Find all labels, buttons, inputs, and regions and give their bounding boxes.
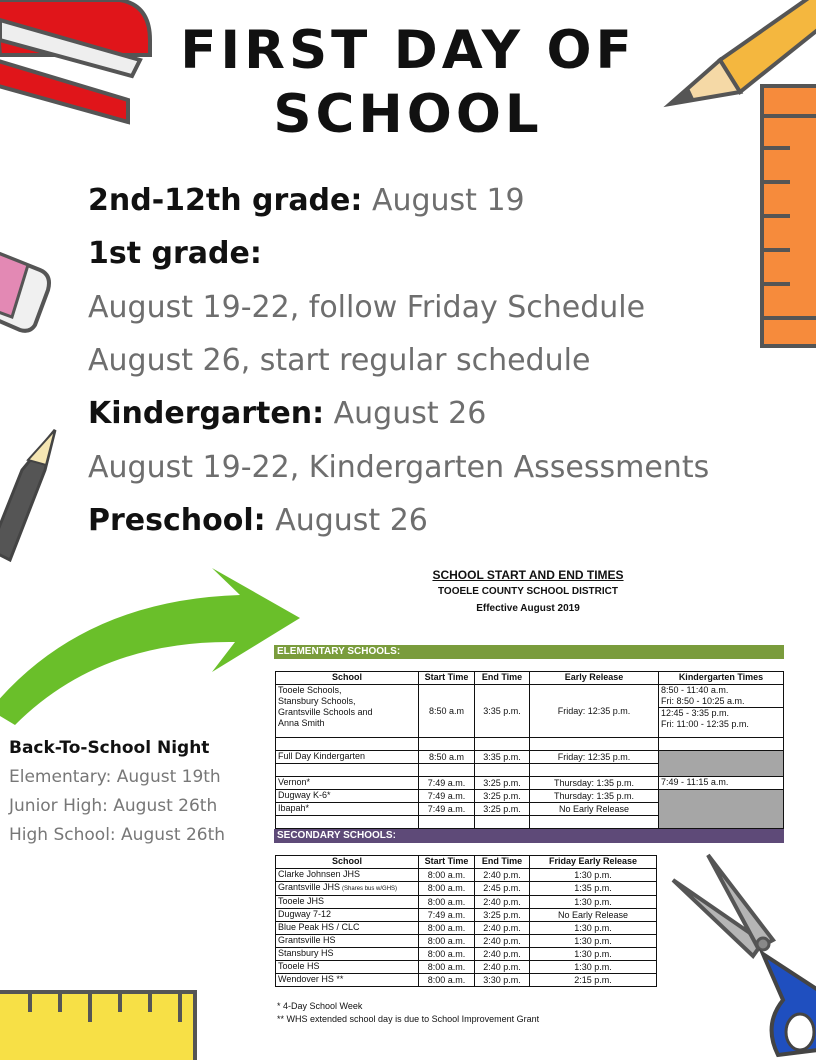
kindergarten-time: 8:50 - 11:40 a.m. [661, 685, 729, 695]
dates-preschool-value: August 26 [275, 503, 428, 538]
marker-icon [0, 425, 65, 565]
dates-grades-2-12-label: 2nd-12th grade: [88, 183, 363, 218]
table-cell: 8:50 a.m [419, 685, 475, 738]
schedule-district: TOOELE COUNTY SCHOOL DISTRICT [437, 586, 618, 597]
bus-share-note: (Shares bus w/GHS) [342, 886, 398, 892]
table-cell-text: 8:00 a.m. [427, 961, 466, 972]
table-row [276, 790, 784, 803]
back-to-school-high-school: High School: August 26th [9, 825, 226, 845]
table-cell [659, 738, 784, 751]
table-cell: Thursday: 1:35 p.m. [530, 790, 659, 803]
back-to-school-heading: Back-To-School Night [9, 738, 210, 758]
table-cell [475, 869, 530, 882]
table-cell [419, 738, 475, 751]
table-cell [419, 869, 475, 882]
kindergarten-time: Fri: 11:00 - 12:35 p.m. [661, 719, 749, 729]
table-cell [419, 948, 475, 961]
table-cell [276, 816, 419, 829]
table-cell [475, 948, 530, 961]
table-cell: 7:49 a.m. [419, 803, 475, 816]
table-cell [419, 896, 475, 909]
table-cell: 3:25 p.m. [475, 803, 530, 816]
table-cell [475, 738, 530, 751]
table-cell-text: Tooele HS [278, 961, 320, 971]
page-title-line-1: FIRST DAY OF [180, 20, 636, 81]
table-header: Kindergarten Times [659, 672, 784, 685]
table-cell [530, 882, 657, 896]
table-cell-text: 2:40 p.m. [483, 961, 521, 972]
table-row [276, 751, 784, 764]
dates-kindergarten-line: August 19-22, Kindergarten Assessments [88, 450, 710, 485]
table-cell [475, 961, 530, 974]
elementary-table [275, 671, 784, 829]
table-cell [475, 896, 530, 909]
dates-grades-2-12 [88, 183, 525, 219]
table-cell: 3:35 p.m. [475, 685, 530, 738]
table-cell [276, 685, 419, 738]
table-cell-text: 8:00 a.m. [427, 869, 466, 880]
table-cell [419, 935, 475, 948]
table-row [276, 909, 657, 922]
table-cell [530, 869, 657, 882]
table-header: End Time [475, 672, 530, 685]
table-cell-text: 3:25 p.m. [483, 909, 521, 920]
schedule-title: SCHOOL START AND END TIMES [432, 568, 624, 582]
elem-main-school-line: Grantsville Schools and [278, 707, 373, 717]
elem-main-school-line: Anna Smith [278, 718, 325, 728]
table-cell [659, 751, 784, 777]
table-cell-text: 2:15 p.m. [574, 974, 612, 985]
table-cell [475, 935, 530, 948]
dates-grade-1-label: 1st grade: [88, 236, 262, 271]
table-cell: 3:25 p.m. [475, 777, 530, 790]
dates-grade-1-line-1: August 19-22, follow Friday Schedule [88, 290, 646, 325]
table-cell [475, 974, 530, 987]
elem-main-school-line: Stansbury Schools, [278, 696, 356, 706]
dates-kindergarten-label: Kindergarten: [88, 396, 325, 431]
table-cell [276, 764, 419, 777]
table-row [276, 882, 657, 896]
table-cell [419, 816, 475, 829]
table-cell [530, 948, 657, 961]
table-header: School [276, 672, 419, 685]
dates-kindergarten [88, 396, 486, 432]
table-cell: Ibapah* [276, 803, 419, 816]
arrow-icon [0, 560, 305, 720]
kindergarten-time: Fri: 8:50 - 10:25 a.m. [659, 696, 783, 708]
table-cell-text: 1:30 p.m. [574, 896, 612, 907]
table-cell [419, 974, 475, 987]
dates-grade-1-line-2: August 26, start regular schedule [88, 343, 591, 378]
table-cell-text: 8:00 a.m. [427, 948, 466, 959]
table-cell [276, 961, 419, 974]
table-cell-text: Dugway 7-12 [278, 909, 332, 919]
table-cell [530, 738, 659, 751]
table-cell [475, 882, 530, 896]
table-cell [475, 922, 530, 935]
page-title-line-2: SCHOOL [273, 84, 543, 145]
table-cell-text: 1:30 p.m. [574, 922, 612, 933]
table-cell [530, 922, 657, 935]
table-cell: 3:35 p.m. [475, 751, 530, 764]
dates-grades-2-12-value: August 19 [371, 183, 525, 218]
table-cell-text: Wendover HS ** [278, 974, 344, 984]
table-cell [475, 816, 530, 829]
table-cell [530, 974, 657, 987]
table-cell [276, 909, 419, 922]
table-cell [419, 909, 475, 922]
table-cell-text: 8:00 a.m. [427, 922, 466, 933]
dates-preschool-label: Preschool: [88, 503, 266, 538]
table-cell-text: 1:30 p.m. [574, 948, 612, 959]
table-cell [276, 935, 419, 948]
table-cell [419, 961, 475, 974]
table-cell [419, 764, 475, 777]
table-cell: Full Day Kindergarten [276, 751, 419, 764]
eraser-icon [0, 245, 60, 340]
table-cell-text: 8:00 a.m. [427, 935, 466, 946]
table-row [276, 974, 657, 987]
table-cell-text: 2:40 p.m. [483, 922, 521, 933]
table-cell: 3:25 p.m. [475, 790, 530, 803]
table-cell: 7:49 - 11:15 a.m. [659, 777, 784, 790]
elementary-header-row [276, 672, 784, 685]
table-cell [419, 882, 475, 896]
table-cell-text: 1:35 p.m. [574, 883, 612, 893]
table-cell [530, 909, 657, 922]
dates-preschool [88, 503, 428, 539]
kindergarten-time: 12:45 - 3:35 p.m. [661, 708, 730, 718]
dates-grade-1 [88, 236, 262, 272]
table-cell [276, 882, 419, 896]
table-cell-text: 2:40 p.m. [483, 948, 521, 959]
table-cell-text: 8:00 a.m. [427, 883, 466, 893]
table-row [276, 948, 657, 961]
table-cell [530, 896, 657, 909]
table-cell [659, 685, 784, 738]
table-row [276, 922, 657, 935]
table-cell [276, 922, 419, 935]
table-cell-text: Stansbury HS [278, 948, 334, 958]
table-cell-text: Clarke Johnsen JHS [278, 869, 361, 879]
table-cell-text: 7:49 a.m. [427, 909, 466, 920]
table-cell-text: 2:40 p.m. [483, 896, 521, 907]
table-cell [276, 896, 419, 909]
back-to-school-junior-high: Junior High: August 26th [9, 796, 218, 816]
table-cell [530, 764, 659, 777]
table-cell [530, 935, 657, 948]
footnote-4-day-week: * 4-Day School Week [277, 1001, 363, 1011]
table-cell [276, 974, 419, 987]
table-cell: Dugway K-6* [276, 790, 419, 803]
secondary-header-row [276, 856, 657, 869]
table-cell-text: 2:45 p.m. [483, 883, 521, 893]
table-row [276, 961, 657, 974]
footnote-improvement-grant: ** WHS extended school day is due to School Improvement Grant [277, 1014, 540, 1024]
table-header: End Time [475, 856, 530, 869]
table-cell-text: 2:40 p.m. [483, 935, 521, 946]
table-cell [419, 922, 475, 935]
table-cell: 7:49 a.m. [419, 777, 475, 790]
table-row [276, 896, 657, 909]
ruler-bottom-icon [0, 990, 200, 1060]
table-row [276, 777, 784, 790]
elementary-band: ELEMENTARY SCHOOLS: [274, 645, 784, 659]
table-cell: Thursday: 1:35 p.m. [530, 777, 659, 790]
elem-main-school-line: Tooele Schools, [278, 685, 342, 695]
table-cell: Vernon* [276, 777, 419, 790]
table-header: Early Release [530, 672, 659, 685]
table-cell-text: No Early Release [557, 909, 629, 920]
table-cell-text: Blue Peak HS / CLC [278, 922, 360, 932]
table-header: Start Time [419, 856, 475, 869]
table-cell [276, 948, 419, 961]
schedule-effective: Effective August 2019 [476, 603, 580, 614]
table-header: Friday Early Release [530, 856, 657, 869]
table-cell-text: Grantsville HS [278, 935, 336, 945]
table-row [276, 935, 657, 948]
table-cell-text: 2:40 p.m. [483, 869, 521, 880]
table-cell-text: 3:30 p.m. [483, 974, 521, 985]
table-cell-text: 1:30 p.m. [574, 869, 612, 880]
table-cell: Friday: 12:35 p.m. [530, 751, 659, 764]
table-cell [276, 869, 419, 882]
table-cell [475, 764, 530, 777]
table-row [276, 685, 784, 738]
table-header: Start Time [419, 672, 475, 685]
table-cell: 8:50 a.m [419, 751, 475, 764]
scissors-icon [668, 850, 816, 1056]
table-cell [475, 909, 530, 922]
secondary-table [275, 855, 657, 987]
table-header: School [276, 856, 419, 869]
table-cell-text: 1:30 p.m. [574, 935, 612, 946]
secondary-band: SECONDARY SCHOOLS: [274, 829, 784, 843]
back-to-school-elementary: Elementary: August 19th [9, 767, 221, 787]
table-cell: 7:49 a.m. [419, 790, 475, 803]
table-row [276, 869, 657, 882]
table-cell-text: 8:00 a.m. [427, 896, 466, 907]
table-cell [530, 816, 659, 829]
table-cell: Friday: 12:35 p.m. [530, 685, 659, 738]
table-cell [530, 961, 657, 974]
table-cell-text: 8:00 a.m. [427, 974, 466, 985]
table-cell: No Early Release [530, 803, 659, 816]
table-cell-text: Tooele JHS [278, 896, 325, 906]
table-cell-text: 1:30 p.m. [574, 961, 612, 972]
table-cell-text: Grantsville JHS [278, 882, 341, 892]
table-cell [276, 738, 419, 751]
dates-kindergarten-value: August 26 [333, 396, 487, 431]
table-cell [659, 790, 784, 829]
table-row [276, 738, 784, 751]
